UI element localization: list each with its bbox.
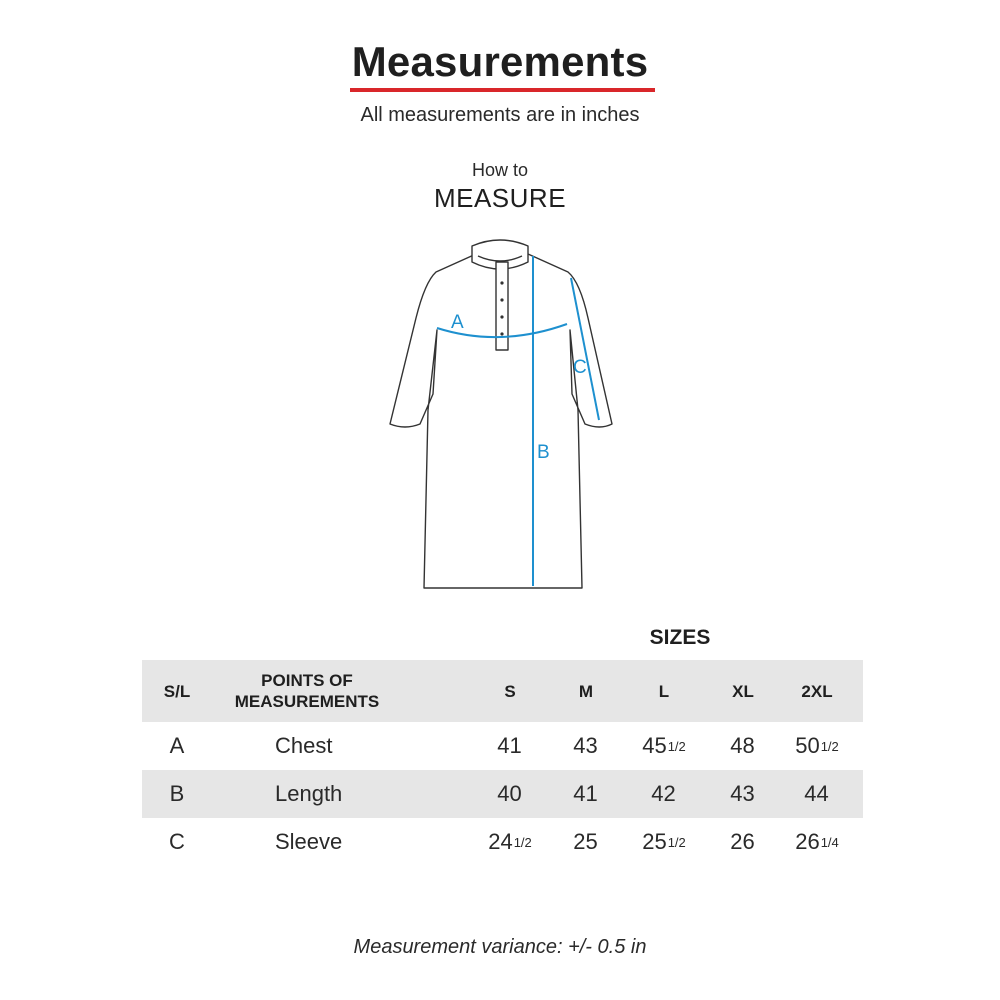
row-sl: C [169,829,185,854]
measure-label-a: A [451,312,464,333]
row-point: Length [275,781,343,806]
value-cell: 41 [573,781,598,806]
value-cell: 42 [651,781,676,806]
button-icon [500,281,503,284]
value-cell: 24 1/2 [488,829,532,854]
value-cell: 26 1/4 [795,829,839,854]
value-cell: 43 [573,733,598,758]
variance-footnote: Measurement variance: +/- 0.5 in [353,936,647,958]
value-cell: 25 1/2 [642,829,686,854]
how-to-label: How to [471,160,529,180]
row-point: Sleeve [275,829,343,854]
header-points [212,660,402,722]
header-points-line1: POINTS OF [261,671,353,690]
header-size-s: S [504,681,516,701]
row-sl: A [169,733,185,758]
kurta-outline [390,240,612,588]
size-chart-table [142,660,863,866]
measure-heading: MEASURE [433,183,567,213]
header-sl: S/L [163,681,191,701]
measure-label-b: B [537,442,550,463]
header-size-xl: XL [732,681,754,701]
title-underline [350,88,655,92]
measure-label-c: C [573,357,587,378]
value-cell: 44 [804,781,829,806]
value-cell: 25 [573,829,598,854]
value-cell: 26 [730,829,755,854]
sizes-heading: SIZES [649,626,711,649]
page-title: Measurements [351,38,649,85]
value-cell: 45 1/2 [642,733,686,758]
table-row [142,722,863,770]
button-icon [500,298,503,301]
value-cell: 48 [730,733,755,758]
header-size-l: L [658,681,670,701]
value-cell: 50 1/2 [795,733,839,758]
button-icon [500,315,503,318]
table-row [142,770,863,818]
row-point: Chest [275,733,333,758]
button-icon [500,332,503,335]
header-size-m: M [578,681,594,701]
table-header-row [142,660,863,722]
value-cell: 40 [497,781,522,806]
value-cell: 41 [497,733,522,758]
table-row [142,818,863,866]
value-cell: 43 [730,781,755,806]
row-sl: B [169,781,185,806]
header-size-2xl: 2XL [801,681,833,701]
header-points-line2: MEASUREMENTS [234,692,380,711]
kurta-diagram [380,230,620,595]
page-subtitle: All measurements are in inches [360,104,640,126]
